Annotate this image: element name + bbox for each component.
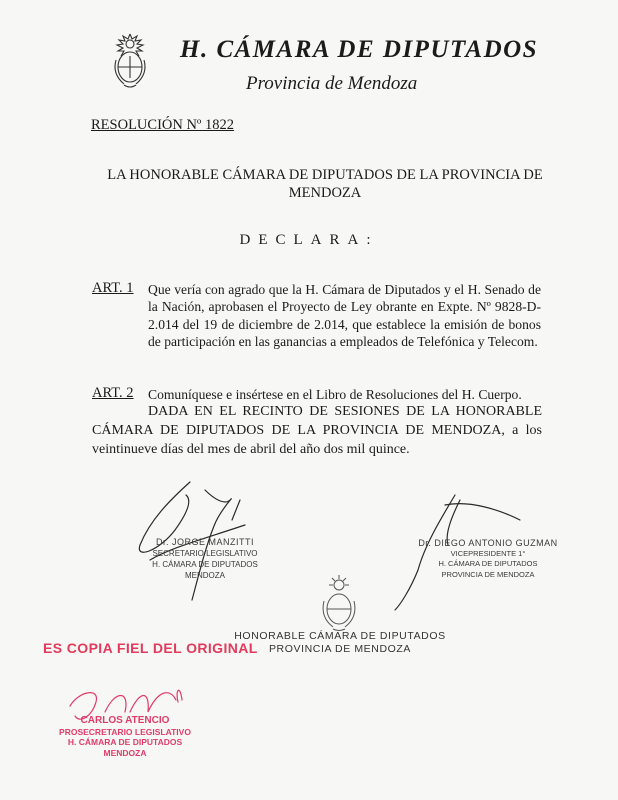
document-header-title: H. CÁMARA DE DIPUTADOS [180,36,539,63]
vicepresident-title: VICEPRESIDENTE 1° [450,548,526,558]
true-copy-stamp: ES COPIA FIEL DEL ORIGINAL [43,640,258,656]
signature-block-secretary [130,537,280,581]
resolution-number: RESOLUCIÓN Nº 1822 [91,117,235,133]
article-2-label: ART. 2 [92,385,134,401]
secretary-name: Dr. JORGE MANZITTI [156,537,254,547]
red-signature-block [55,716,195,758]
official-stamp-text [230,630,450,656]
secretary-title: SECRETARIO LEGISLATIVO [152,549,258,558]
chamber-heading: LA HONORABLE CÁMARA DE DIPUTADOS DE LA PROVINCIA DE MENDOZA [107,167,543,201]
article-1-label: ART. 1 [92,280,134,296]
document-header-subtitle: Provincia de Mendoza [246,73,418,94]
article-1-text: Que vería con agrado que la H. Cámara de Diputados y el H. Senado de la Nación, aprobasen el Proyecto de Ley obrante en Expte. Nº 9828-D-2.014 del 19 de diciembre de 2.014, que establece la emisión de bonos de participación en las ganancias a empleados de Telefónica y Telecom. [148,282,541,350]
red-signature-city: MENDOZA [103,747,147,758]
vicepresident-name: Dr. DIEGO ANTONIO GUZMAN [418,538,558,548]
vicepresident-chamber: H. CÁMARA DE DIPUTADOS [438,559,538,568]
closing-caps: DADA EN EL RECINTO DE SESIONES DE LA HONORABLE CÁMARA DE DIPUTADOS DE LA PROVINCIA DE MENDOZA, [92,404,542,438]
red-signature-name: CARLOS ATENCIO [80,715,170,726]
stamp-line-2: PROVINCIA DE MENDOZA [268,643,412,655]
signature-block-vicepresident [418,538,558,580]
secretary-city: MENDOZA [185,571,225,580]
closing-rest: a los veintinueve días del mes de abril del año dos mil quince. [92,423,542,457]
red-signature-chamber: H. CÁMARA DE DIPUTADOS [67,737,183,747]
red-signature-title: PROSECRETARIO LEGISLATIVO [59,726,191,737]
official-seal-icon [318,573,360,633]
declara-heading: DECLARA: [239,232,379,248]
stamp-line-1: HONORABLE CÁMARA DE DIPUTADOS [234,630,446,642]
article-2-text: Comuníquese e insértese en el Libro de Resoluciones del H. Cuerpo. [148,387,522,402]
secretary-chamber: H. CÁMARA DE DIPUTADOS [152,560,258,569]
vicepresident-province: PROVINCIA DE MENDOZA [441,569,535,579]
